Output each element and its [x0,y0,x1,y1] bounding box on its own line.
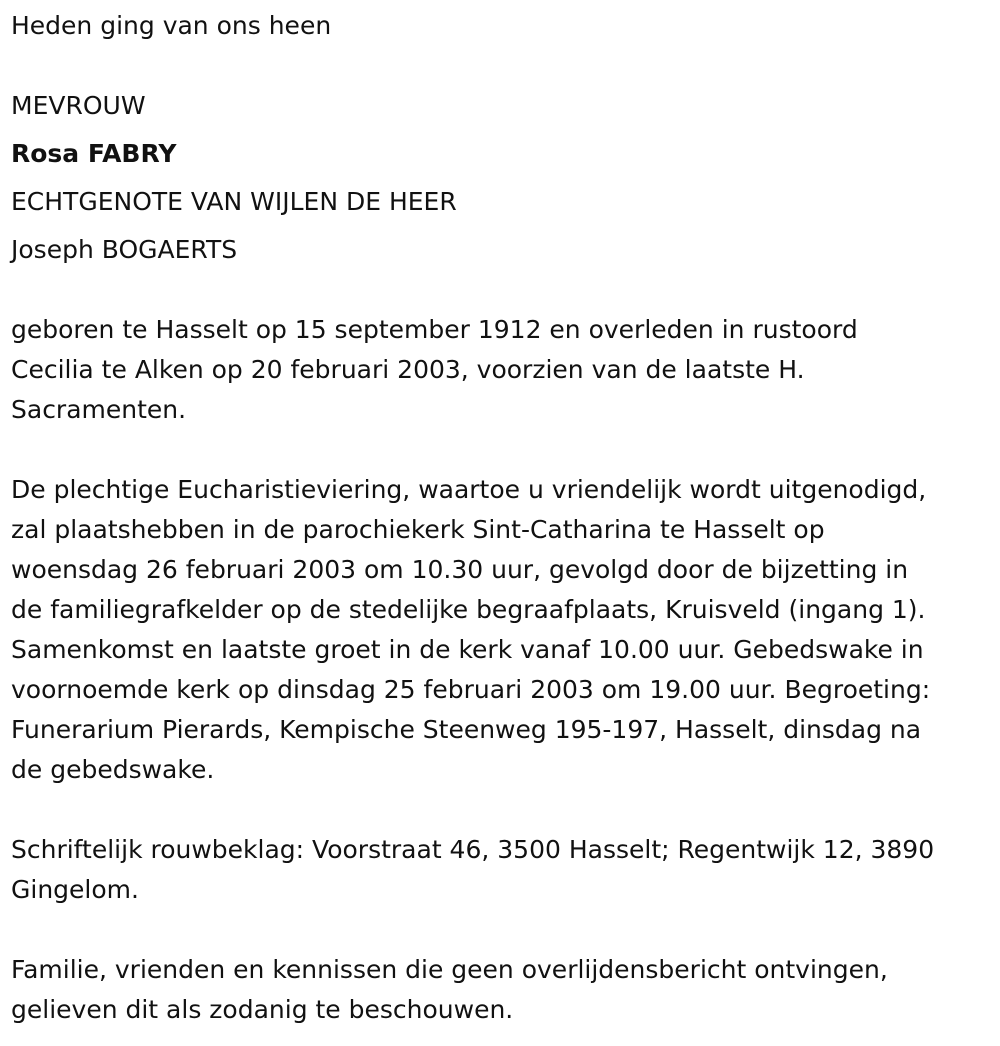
intro-text: Heden ging van ons heen [11,11,332,40]
spouse-name: Joseph BOGAERTS [11,235,238,264]
paragraph-line: Sacramenten. [11,395,187,424]
title-text: MEVROUW [11,91,146,120]
condolence-paragraph [11,830,934,910]
spouse-label: ECHTGENOTE VAN WIJLEN DE HEER [11,187,457,216]
paragraph-line: Samenkomst en laatste groet in de kerk vanaf 10.00 uur. Gebedswake in [11,635,924,664]
paragraph-line: Funerarium Pierards, Kempische Steenweg 195-197, Hasselt, dinsdag na [11,715,922,744]
deceased-name: Rosa FABRY [11,139,177,168]
paragraph-line: Gingelom. [11,875,139,904]
paragraph-line: de gebedswake. [11,755,215,784]
paragraph-line: gelieven dit als zodanig te beschouwen. [11,995,514,1024]
paragraph-line: De plechtige Eucharistieviering, waartoe u vriendelijk wordt uitgenodigd, [11,475,927,504]
closing-paragraph [11,950,888,1030]
paragraph-line: de familiegrafkelder op de stedelijke begraafplaats, Kruisveld (ingang 1). [11,595,926,624]
ceremony-paragraph [11,470,930,790]
paragraph-line: Cecilia te Alken op 20 februari 2003, voorzien van de laatste H. [11,355,805,384]
birth-death-paragraph [11,310,858,430]
paragraph-line: geboren te Hasselt op 15 september 1912 en overleden in rustoord [11,315,858,344]
paragraph-line: woensdag 26 februari 2003 om 10.30 uur, gevolgd door de bijzetting in [11,555,909,584]
paragraph-line: Familie, vrienden en kennissen die geen overlijdensbericht ontvingen, [11,955,888,984]
paragraph-line: zal plaatshebben in de parochiekerk Sint-Catharina te Hasselt op [11,515,825,544]
paragraph-line: voornoemde kerk op dinsdag 25 februari 2003 om 19.00 uur. Begroeting: [11,675,931,704]
paragraph-line: Schriftelijk rouwbeklag: Voorstraat 46, 3500 Hasselt; Regentwijk 12, 3890 [11,835,935,864]
